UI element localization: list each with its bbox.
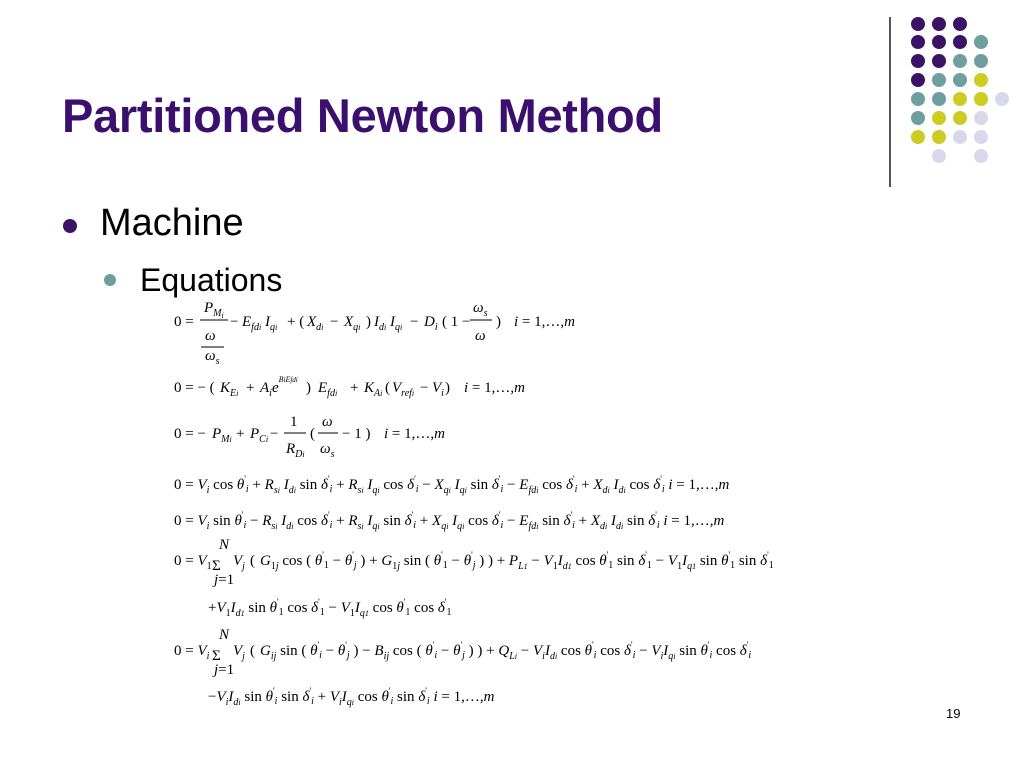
svg-text:−ViIdi sin θ'i sin δ'i + ViIqi: $-V_iI_{di}$ $\sin \theta'_i$ $\sin \delta'_i + V_iI_{qi}$ $\cos \theta'_i$ $\sin \delta'_i$ i = 1,…,m	[208, 686, 495, 708]
svg-text:+: +	[350, 380, 359, 396]
svg-text:(: (	[250, 553, 255, 569]
svg-text:(: (	[310, 426, 315, 442]
svg-text:1: 1	[290, 414, 298, 430]
svg-text:ωs: $\omega_s$	[205, 348, 220, 367]
equation-5	[174, 510, 725, 532]
svg-text:Vi: $V_i$	[432, 380, 444, 399]
svg-text:KAi: $K_{Ai}$	[364, 380, 383, 399]
svg-text:ω: ω	[205, 328, 216, 344]
svg-text:Idi Iqi: $I_{di}$ $I_{qi}$	[374, 314, 403, 333]
svg-text:Gij sin ( θ'i − θ'j ) − Bij co: $G_{ij}$ sin ( $\theta'_i - \theta'_j$ ) − $B_{ij}$ cos ( $\theta'_i - \theta'_j$ ) ) + $Q_{Li} - V_iI_{di}$ $\cos \theta'_i$ $\cos \delta'_i - V_iI_{qi}$ $\sin \theta'_i$ $\cos \delta'_i$	[260, 640, 752, 662]
svg-text:PCi: $P_{Ci}$	[250, 426, 269, 445]
svg-text:KEi: $K_{Ei}$	[220, 380, 239, 399]
svg-text:0 = Vi: $0 = V_i$	[174, 643, 210, 662]
svg-text:Σ: Σ	[212, 648, 221, 664]
page-number: 19	[946, 706, 961, 721]
equation-7	[174, 627, 751, 708]
svg-text:ωs: $\omega_s$	[320, 441, 335, 460]
svg-text:AieBiEfdi: $A_ie^{BiEfdi}$	[260, 375, 298, 399]
svg-text:): )	[366, 314, 371, 330]
svg-text:Efdi Iqi: $E_{fdi}$ $I_{qi}$	[242, 314, 278, 333]
svg-text:j=1: j=1	[214, 662, 235, 678]
svg-text:i = 1,…,m: i = 1,…,m	[384, 426, 445, 442]
equation-6	[174, 537, 774, 619]
svg-text:i = 1,…,m: i = 1,…,m	[464, 380, 525, 396]
svg-text:Xdi: $X_{di}$	[307, 314, 324, 333]
svg-text:j=1: j=1	[214, 572, 235, 588]
svg-text:ωs: $\omega_s$	[473, 300, 488, 319]
svg-text:− 1 ): − 1 )	[342, 426, 371, 442]
svg-text:ω: ω	[475, 328, 486, 344]
bullet-machine: Machine	[100, 202, 244, 244]
svg-text:ω: ω	[322, 414, 333, 430]
svg-text:0 = Vi sin θ'i − Rsi Idi cos δ: $0 = V_i$ $\sin \theta'_i - R_{si}$ $I_{di}$ $\cos \delta'_i + R_{si}$ $I_{qi}$ $\sin \delta'_i + X_{qi}$ $I_{qi}$ $\cos \delta'_i - E_{fdi}$ $\sin \delta'_i + X_{di}$ $I_{di}$ $\sin \delta'_i$ i = 1,…,m	[174, 510, 725, 532]
svg-text:): )	[306, 380, 311, 396]
svg-text:−: −	[270, 426, 279, 442]
svg-text:0 = −: 0 = −	[174, 426, 206, 442]
svg-text:0 = − (: 0 = − (	[174, 380, 215, 396]
svg-text:N: N	[219, 627, 230, 643]
svg-text:Di: $D_i$	[424, 314, 438, 333]
svg-text:( 1 −: ( 1 −	[442, 314, 471, 330]
svg-text:Xqi: $X_{qi}$	[344, 314, 361, 333]
svg-text:−: −	[420, 380, 429, 396]
svg-text:(: (	[250, 643, 255, 659]
svg-text:(: (	[385, 380, 390, 396]
svg-text:i = 1,…,m: i = 1,…,m	[514, 314, 575, 330]
svg-text:): )	[496, 314, 501, 330]
svg-text:Efdi: $E_{fdi}$	[318, 380, 338, 399]
svg-text:Vrefi: $V_{refi}$	[392, 380, 415, 399]
equation-2	[174, 375, 525, 399]
svg-text:0 =: 0 =	[174, 314, 194, 330]
svg-text:−: −	[410, 314, 419, 330]
svg-text:+: +	[246, 380, 255, 396]
svg-text:Vj: $V_j$	[233, 643, 245, 662]
bullet-equations: Equations	[140, 262, 283, 298]
equation-3	[174, 414, 445, 460]
svg-text:RDi: $R_{Di}$	[286, 441, 305, 460]
svg-text:+ (: + (	[287, 314, 305, 330]
svg-text:+: +	[236, 426, 245, 442]
svg-text:Σ: Σ	[212, 558, 221, 574]
svg-text:+V1Id1 sin θ'1 cos δ'1 − V1Iq1: $+V_1I_{d1}$ $\sin \theta'_1$ $\cos \delta'_1 - V_1I_{q1}$ $\cos \theta'_1$ $\cos \delta'_1$	[208, 597, 452, 619]
equation-4	[174, 474, 729, 496]
svg-text:N: N	[219, 537, 230, 553]
svg-text:0 = Vi cos θ'i + Rsi Idi sin δ: $0 = V_i$ $\cos \theta'_i + R_{si}$ $I_{di}$ $\sin \delta'_i + R_{si}$ $I_{qi}$ $\cos \delta'_i - X_{qi}$ $I_{qi}$ $\sin \delta'_i - E_{fdi}$ $\cos \delta'_i + X_{di}$ $I_{di}$ $\cos \delta'_i$ i = 1,…,m	[174, 474, 730, 496]
svg-text:−: −	[230, 314, 239, 330]
svg-text:G1j cos ( θ'1 − θ'j ) + G1j si: $G_{1j}$ cos ( $\theta'_1 - \theta'_j$ ) + $G_{1j}$ sin ( $\theta'_1 - \theta'_j$ ) ) + $P_{L1} - V_1I_{d1}$ $\cos \theta'_1$ $\sin \delta'_1 - V_1I_{q1}$ $\sin \theta'_1$ $\sin \delta'_1$	[260, 550, 774, 572]
svg-text:): )	[445, 380, 450, 396]
slide-title: Partitioned Newton Method	[62, 89, 663, 142]
svg-text:Vj: $V_j$	[233, 553, 245, 572]
svg-text:PMi: $P_{Mi}$	[212, 426, 232, 445]
svg-text:−: −	[330, 314, 339, 330]
svg-text:PMi: $P_{M_i}$	[204, 300, 224, 320]
svg-text:0 = V1: $0 = V_1$	[174, 553, 212, 572]
equation-1	[174, 300, 575, 367]
